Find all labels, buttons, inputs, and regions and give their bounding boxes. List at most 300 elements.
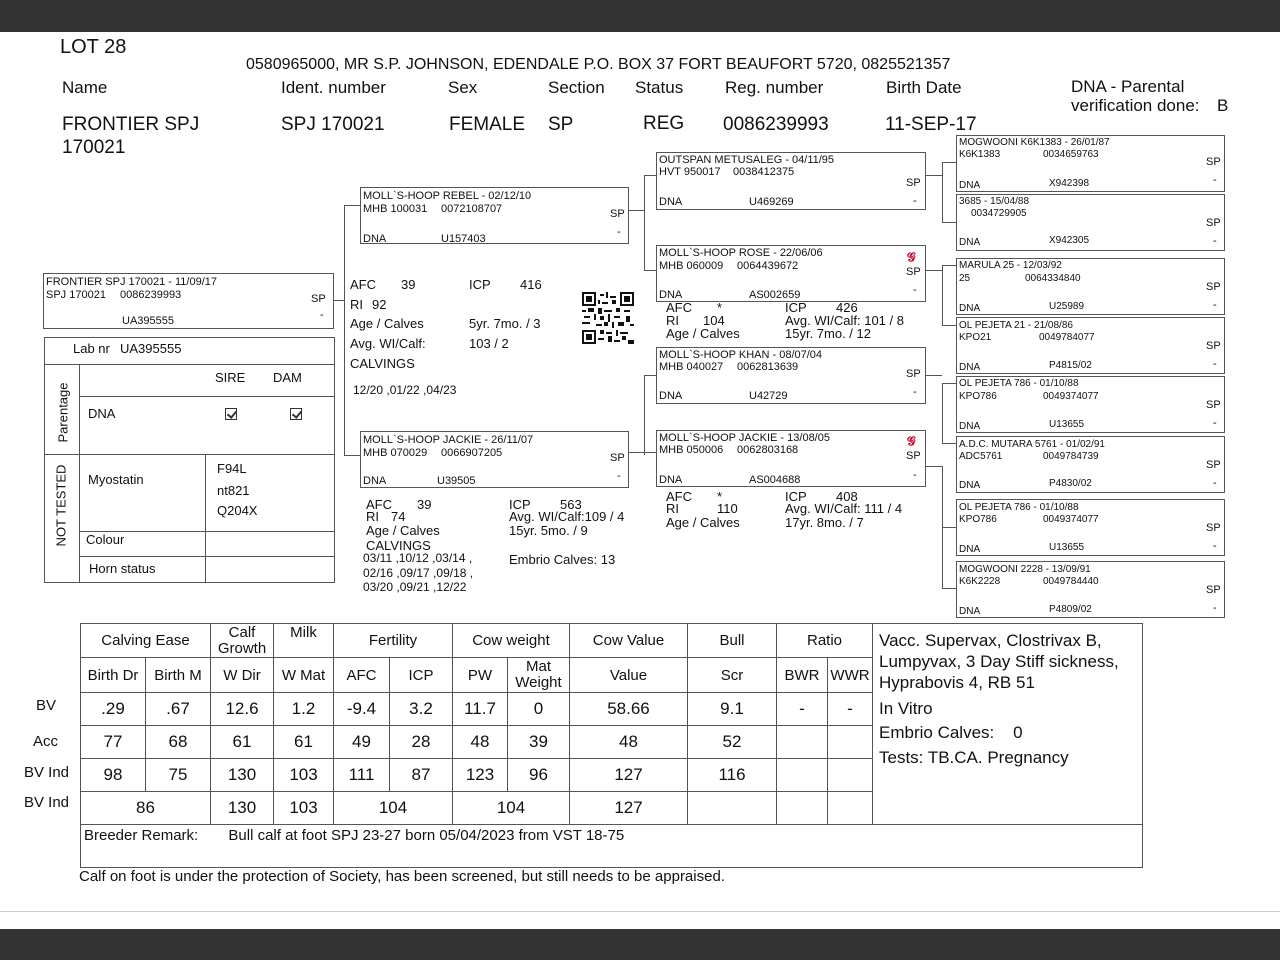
- animal-reg: 0086239993: [723, 114, 829, 135]
- bv-ind-cell: 111: [334, 759, 390, 792]
- bv-ind-cell: [777, 759, 828, 792]
- ggp-dna-label: DNA: [959, 421, 981, 432]
- sub-scr: Scr: [688, 658, 777, 693]
- ri-value: 110: [717, 501, 738, 516]
- dam-reg: 0066907205: [441, 447, 503, 459]
- myostatin-q204x: Q204X: [217, 503, 258, 518]
- gp-title: OUTSPAN METUSALEG - 04/11/95: [659, 154, 835, 166]
- bv-ind-cell: 130: [211, 759, 274, 792]
- afc-value: *: [717, 489, 723, 504]
- ggp-reg: 0049784440: [1043, 576, 1099, 587]
- sub-wwr: WWR: [828, 658, 873, 693]
- group-fertility: Fertility: [334, 624, 453, 658]
- connector: [942, 443, 956, 444]
- acc-cell: 49: [334, 726, 390, 759]
- bv-ind2-fertility: 104: [334, 792, 453, 825]
- afc-label: AFC: [350, 277, 376, 292]
- gp-title: MOLL`S-HOOP JACKIE - 13/08/05: [659, 432, 830, 444]
- gp-title: MOLL`S-HOOP KHAN - 08/07/04: [659, 349, 823, 361]
- dam-dna-checkbox: [290, 407, 302, 425]
- dam-dash: -: [617, 470, 621, 482]
- sire-dna-label: DNA: [363, 233, 387, 245]
- ggp-dna-label: DNA: [959, 362, 981, 373]
- grandparent-box: [656, 430, 926, 487]
- dam-section: SP: [610, 452, 625, 464]
- horn-status-label: Horn status: [89, 561, 156, 576]
- subject-box: [43, 273, 334, 329]
- connector: [334, 300, 344, 301]
- embrio-calves: Embrio Calves: 13: [509, 552, 616, 567]
- bottom-bar: [0, 929, 1280, 960]
- group-cow-value: Cow Value: [570, 624, 688, 658]
- row-label-bv-ind: BV Ind: [24, 764, 70, 781]
- breed-logo-icon: 𝓖: [907, 434, 916, 448]
- ggp-section: SP: [1206, 522, 1221, 534]
- bv-ind2-bull: [688, 792, 777, 825]
- acc-cell: 39: [508, 726, 570, 759]
- bv-cell: .67: [146, 693, 211, 726]
- gp-dna-label: DNA: [659, 390, 683, 402]
- connector: [942, 162, 956, 163]
- calvings-label: CALVINGS: [350, 356, 415, 371]
- animal-ident: SPJ 170021: [281, 114, 385, 135]
- ggp-dna-label: DNA: [959, 480, 981, 491]
- bv-cell: -9.4: [334, 693, 390, 726]
- gp-dna-label: DNA: [659, 196, 683, 208]
- calf-growth-line-1: Calf: [228, 623, 256, 641]
- icp-value: 408: [836, 489, 858, 504]
- header-name: Name: [62, 78, 108, 97]
- ggp-title: MOGWOONI K6K1383 - 26/01/87: [959, 137, 1110, 148]
- bv-cell: 9.1: [688, 693, 777, 726]
- afc-label: AFC: [366, 497, 392, 512]
- connector: [344, 205, 360, 206]
- bv-ind-cell: 127: [570, 759, 688, 792]
- gp-dash: -: [913, 284, 917, 296]
- acc-cell: 48: [570, 726, 688, 759]
- bv-ind2-bwr: [777, 792, 828, 825]
- ggp-dna-value: X942305: [1049, 235, 1090, 246]
- bv-ind-cell: [828, 759, 873, 792]
- connector: [942, 162, 943, 222]
- age-calves-label: Age / Calves: [666, 515, 740, 530]
- afc-label: AFC: [666, 300, 692, 315]
- ggp-dash: -: [1213, 417, 1217, 429]
- connector: [942, 383, 956, 384]
- bv-ind-cell: 96: [508, 759, 570, 792]
- ggp-section: SP: [1206, 281, 1221, 293]
- dna-label: DNA: [88, 406, 116, 421]
- gp-reg: 0064439672: [737, 260, 799, 272]
- bv-cell: -: [828, 693, 873, 726]
- connector: [942, 588, 956, 589]
- gp-section: SP: [906, 450, 921, 462]
- great-grandparent-box: [956, 135, 1225, 192]
- sub-mat-weight: [508, 658, 570, 693]
- great-grandparent-box: [956, 317, 1225, 374]
- sub-birth-dr: Birth Dr: [81, 658, 146, 693]
- ggp-reg: 0049374077: [1043, 391, 1099, 402]
- connector: [644, 375, 656, 376]
- bv-ind2-cow-value: 127: [570, 792, 688, 825]
- calvings-line-2: 02/16 ,09/17 ,09/18 ,: [363, 566, 474, 580]
- header-dna-verification: verification done:: [1071, 96, 1200, 115]
- age-calves-value: 15yr. 5mo. / 9: [509, 523, 588, 538]
- connector: [942, 527, 956, 528]
- ggp-dna-label: DNA: [959, 606, 981, 617]
- sire-box: [360, 187, 629, 244]
- vaccination-line-2: Lumpyvax, 3 Day Stiff sickness,: [879, 652, 1119, 671]
- ggp-reg: 0034729905: [971, 208, 1027, 219]
- ggp-dna-value: P4809/02: [1049, 604, 1092, 615]
- icp-value: 416: [520, 277, 542, 292]
- bv-cell: 11.7: [453, 693, 508, 726]
- parentage-label: Parentage: [55, 382, 71, 443]
- animal-status: REG: [643, 113, 685, 134]
- calf-growth-line-2: Growth: [217, 639, 267, 657]
- notes-cell: [873, 624, 1143, 825]
- mat-weight-line-2: Weight: [515, 674, 562, 691]
- icp-value: 563: [560, 497, 582, 512]
- sub-birth-m: Birth M: [146, 658, 211, 693]
- top-bar: [0, 0, 1280, 32]
- gp-reg: 0062813639: [737, 361, 799, 373]
- age-calves-label: Age / Calves: [350, 316, 424, 331]
- dam-dna-label: DNA: [363, 475, 387, 487]
- avg-wi-label: Avg. WI/Calf:: [350, 336, 426, 351]
- grandparent-box: [656, 245, 926, 302]
- ggp-section: SP: [1206, 459, 1221, 471]
- not-tested-label: NOT TESTED: [53, 464, 69, 547]
- gp-section: SP: [906, 368, 921, 380]
- age-calves-value: 17yr. 8mo. / 7: [785, 515, 864, 530]
- ggp-title: MARULA 25 - 12/03/92: [959, 260, 1062, 271]
- divider: [0, 911, 1280, 912]
- ggp-section: SP: [1206, 584, 1221, 596]
- calvings-line-1: 03/11 ,10/12 ,03/14 ,: [363, 551, 473, 565]
- lab-panel: [44, 337, 335, 583]
- ggp-title: OL PEJETA 786 - 01/10/88: [959, 502, 1079, 513]
- ri-label: RI: [350, 297, 363, 312]
- acc-cell: 28: [390, 726, 453, 759]
- ggp-dash: -: [1213, 358, 1217, 370]
- group-ratio: Ratio: [777, 624, 873, 658]
- avg-wi-label: Avg. WI/Calf: 111 / 4: [785, 501, 903, 516]
- ggp-section: SP: [1206, 156, 1221, 168]
- lab-vdivider: [205, 454, 206, 582]
- ggp-ident: K6K2228: [959, 576, 1001, 587]
- footer-note: Calf on foot is under the protection of Society, has been screened, but still needs to be appraised.: [79, 868, 725, 885]
- animal-name-number: 170021: [62, 137, 126, 158]
- ggp-ident: KPO21: [959, 332, 992, 343]
- connector: [644, 175, 656, 176]
- ggp-dash: -: [1213, 174, 1217, 186]
- great-grandparent-box: [956, 194, 1225, 251]
- icp-label: ICP: [785, 489, 807, 504]
- lab-divider: [79, 556, 334, 557]
- breeder-remark-text: Bull calf at foot SPJ 23-27 born 05/04/2023 from VST 18-75: [228, 827, 625, 844]
- row-label-bv-ind-2: BV Ind: [24, 794, 70, 811]
- connector: [644, 175, 645, 270]
- ri-label: RI: [366, 509, 379, 524]
- grandparent-box: [656, 347, 926, 404]
- group-cow-weight: Cow weight: [453, 624, 570, 658]
- avg-wi-label: Avg. WI/Calf: 101 / 8: [785, 313, 904, 328]
- great-grandparent-box: [956, 376, 1225, 433]
- great-grandparent-box: [956, 258, 1225, 315]
- tests: Tests: TB.CA. Pregnancy: [879, 748, 1069, 767]
- ggp-dna-label: DNA: [959, 544, 981, 555]
- performance-table: [80, 623, 1143, 868]
- afc-value: 39: [417, 497, 432, 512]
- mat-weight-line-1: Mat: [525, 658, 551, 675]
- gp-dna-value: U469269: [749, 196, 794, 208]
- connector: [942, 265, 956, 266]
- bv-cell: 3.2: [390, 693, 453, 726]
- gp-dna-value: U42729: [749, 390, 788, 402]
- dam-box: [360, 431, 629, 488]
- gp-dash: -: [913, 195, 917, 207]
- connector: [942, 383, 943, 443]
- subject-reg: 0086239993: [120, 289, 182, 301]
- gp-dna-value: AS002659: [749, 289, 801, 301]
- myostatin-f94l: F94L: [217, 461, 247, 476]
- dam-ident: MHB 070029: [363, 447, 428, 459]
- ggp-ident: KPO786: [959, 514, 997, 525]
- gp-section: SP: [906, 177, 921, 189]
- row-label-acc: Acc: [33, 733, 59, 750]
- lot-number: LOT 28: [60, 36, 127, 58]
- bv-ind-cell: 75: [146, 759, 211, 792]
- sub-afc: AFC: [334, 658, 390, 693]
- gp-dna-label: DNA: [659, 289, 683, 301]
- gp-reg: 0038412375: [733, 166, 795, 178]
- connector: [644, 270, 656, 271]
- sub-w-mat: W Mat: [274, 658, 334, 693]
- ggp-title: A.D.C. MUTARA 5761 - 01/02/91: [959, 439, 1105, 450]
- acc-cell: 48: [453, 726, 508, 759]
- ggp-reg: 0049784739: [1043, 451, 1099, 462]
- animal-name: FRONTIER SPJ: [62, 114, 200, 135]
- gp-title: MOLL`S-HOOP ROSE - 22/06/06: [659, 247, 823, 259]
- ggp-section: SP: [1206, 399, 1221, 411]
- ggp-title: MOGWOONI 2228 - 13/09/91: [959, 564, 1091, 575]
- bv-ind-cell: 103: [274, 759, 334, 792]
- breed-logo-icon: 𝓖: [907, 250, 916, 264]
- connector: [629, 452, 644, 453]
- gp-ident: MHB 060009: [659, 260, 724, 272]
- icp-label: ICP: [469, 277, 491, 292]
- ggp-reg: 0049784077: [1039, 332, 1095, 343]
- header-dna-parental: DNA - Parental: [1071, 77, 1185, 96]
- subject-dash: -: [320, 309, 324, 321]
- ggp-dna-label: DNA: [959, 303, 981, 314]
- colour-label: Colour: [86, 532, 125, 547]
- acc-cell: [777, 726, 828, 759]
- bv-cell: .29: [81, 693, 146, 726]
- sub-pw: PW: [453, 658, 508, 693]
- embrio-calves-value: 0: [1013, 723, 1023, 742]
- sire-dna-checkbox: [225, 407, 237, 425]
- group-calf-growth: [211, 624, 274, 658]
- ri-value: 74: [391, 509, 406, 524]
- bv-ind2-calf-growth: 130: [211, 792, 274, 825]
- ggp-section: SP: [1206, 217, 1221, 229]
- bv-ind-cell: 116: [688, 759, 777, 792]
- dam-dna-value: U39505: [437, 475, 476, 487]
- sire-dna-value: U157403: [441, 233, 486, 245]
- ri-label: RI: [666, 501, 679, 516]
- gp-ident: HVT 950017: [659, 166, 721, 178]
- bv-ind2-cow-weight: 104: [453, 792, 570, 825]
- age-calves-label: Age / Calves: [666, 326, 740, 341]
- ggp-dna-value: U25989: [1049, 301, 1085, 312]
- age-calves-value: 15yr. 7mo. / 12: [785, 326, 871, 341]
- gp-ident: MHB 050006: [659, 444, 724, 456]
- header-ident: Ident. number: [281, 78, 386, 97]
- ggp-dna-label: DNA: [959, 180, 981, 191]
- icp-label: ICP: [509, 497, 531, 512]
- dam-title: MOLL`S-HOOP JACKIE - 26/11/07: [363, 434, 534, 446]
- avg-wi-value: 103 / 2: [469, 336, 509, 351]
- sub-value: Value: [570, 658, 688, 693]
- ggp-dna-value: P4815/02: [1049, 360, 1092, 371]
- bv-cell: -: [777, 693, 828, 726]
- bv-cell: 58.66: [570, 693, 688, 726]
- connector: [344, 455, 360, 456]
- sire-ident: MHB 100031: [363, 203, 428, 215]
- sire-section: SP: [610, 208, 625, 220]
- gp-reg: 0062803168: [737, 444, 799, 456]
- sub-w-dir: W Dir: [211, 658, 274, 693]
- bv-ind2-milk: 103: [274, 792, 334, 825]
- group-bull: Bull: [688, 624, 777, 658]
- header-reg: Reg. number: [725, 78, 824, 97]
- ggp-reg: 0034659763: [1043, 149, 1099, 160]
- group-milk: Milk: [274, 624, 334, 658]
- myostatin-label: Myostatin: [88, 472, 144, 487]
- header-birth: Birth Date: [886, 78, 962, 97]
- sire-label: SIRE: [215, 370, 246, 385]
- ggp-section: SP: [1206, 340, 1221, 352]
- ri-value: 92: [372, 297, 387, 312]
- lab-divider: [45, 454, 334, 455]
- grandparent-box: [656, 152, 926, 210]
- acc-cell: 61: [211, 726, 274, 759]
- connector: [344, 205, 345, 455]
- great-grandparent-box: [956, 436, 1225, 493]
- afc-label: AFC: [666, 489, 692, 504]
- ggp-dash: -: [1213, 602, 1217, 614]
- sire-title: MOLL`S-HOOP REBEL - 02/12/10: [363, 190, 532, 202]
- connector: [926, 270, 942, 271]
- age-calves-label: Age / Calves: [366, 523, 440, 538]
- ri-label: RI: [666, 313, 679, 328]
- subject-ident: SPJ 170021: [46, 289, 106, 301]
- embrio-calves-label: Embrio Calves:: [879, 723, 995, 742]
- ggp-reg: 0049374077: [1043, 514, 1099, 525]
- gp-dna-value: AS004688: [749, 474, 801, 486]
- ggp-ident: ADC5761: [959, 451, 1003, 462]
- connector: [644, 452, 656, 453]
- subject-title: FRONTIER SPJ 170021 - 11/09/17: [46, 276, 217, 288]
- great-grandparent-box: [956, 499, 1225, 556]
- ggp-title: OL PEJETA 786 - 01/10/88: [959, 378, 1079, 389]
- ri-value: 104: [703, 313, 725, 328]
- sire-reg: 0072108707: [441, 203, 503, 215]
- sub-bwr: BWR: [777, 658, 828, 693]
- owner-info: 0580965000, MR S.P. JOHNSON, EDENDALE P.O. BOX 37 FORT BEAUFORT 5720, 0825521357: [246, 56, 951, 73]
- age-calves-value: 5yr. 7mo. / 3: [469, 316, 541, 331]
- vaccination-line-1: Vacc. Supervax, Clostrivax B,: [879, 631, 1102, 650]
- ggp-title: OL PEJETA 21 - 21/08/86: [959, 320, 1073, 331]
- dna-verification-value: B: [1217, 96, 1229, 115]
- calvings-dates: 12/20 ,01/22 ,04/23: [353, 383, 457, 397]
- subject-lab: UA395555: [122, 315, 174, 327]
- row-label-bv: BV: [36, 697, 57, 714]
- acc-cell: 61: [274, 726, 334, 759]
- sub-icp: ICP: [390, 658, 453, 693]
- ggp-dash: -: [1213, 477, 1217, 489]
- bv-ind-cell: 123: [453, 759, 508, 792]
- bv-ind-cell: 87: [390, 759, 453, 792]
- acc-cell: [828, 726, 873, 759]
- bv-ind2-wwr: [828, 792, 873, 825]
- great-grandparent-box: [956, 561, 1225, 618]
- connector: [926, 175, 942, 176]
- ggp-dna-value: U13655: [1049, 419, 1085, 430]
- breeder-remark-label: Breeder Remark:: [84, 827, 199, 844]
- connector: [644, 375, 645, 455]
- calvings-label: CALVINGS: [366, 538, 431, 553]
- lab-number: UA395555: [120, 341, 182, 356]
- connector: [942, 265, 943, 325]
- ggp-dna-value: X942398: [1049, 178, 1090, 189]
- acc-cell: 52: [688, 726, 777, 759]
- animal-sex: FEMALE: [449, 114, 526, 135]
- acc-cell: 68: [146, 726, 211, 759]
- vaccination-line-3: Hyprabovis 4, RB 51: [879, 673, 1035, 692]
- ggp-dash: -: [1213, 299, 1217, 311]
- bv-cell: 0: [508, 693, 570, 726]
- avg-wi-label: Avg. WI/Calf:109 / 4: [509, 509, 625, 524]
- in-vitro: In Vitro: [879, 699, 933, 718]
- myostatin-nt821: nt821: [217, 483, 250, 498]
- group-calving-ease: Calving Ease: [81, 624, 211, 658]
- calvings-line-3: 03/20 ,09/21 ,12/22: [363, 580, 467, 594]
- connector: [942, 222, 956, 223]
- acc-cell: 77: [81, 726, 146, 759]
- sire-dash: -: [617, 226, 621, 238]
- ggp-dash: -: [1213, 235, 1217, 247]
- ggp-title: 3685 - 15/04/88: [959, 196, 1030, 207]
- bv-cell: 1.2: [274, 693, 334, 726]
- bv-ind2-calving-ease: 86: [81, 792, 211, 825]
- connector: [926, 375, 942, 376]
- ggp-ident: K6K1383: [959, 149, 1001, 160]
- ggp-dash: -: [1213, 540, 1217, 552]
- ggp-dna-value: P4830/02: [1049, 478, 1092, 489]
- afc-value: 39: [401, 277, 416, 292]
- afc-value: *: [717, 300, 723, 315]
- icp-value: 426: [836, 300, 858, 315]
- header-sex: Sex: [448, 78, 478, 97]
- ggp-ident: 25: [959, 273, 971, 284]
- ggp-dna-label: DNA: [959, 237, 981, 248]
- bv-cell: 12.6: [211, 693, 274, 726]
- lab-divider: [79, 396, 334, 397]
- gp-section: SP: [906, 266, 921, 278]
